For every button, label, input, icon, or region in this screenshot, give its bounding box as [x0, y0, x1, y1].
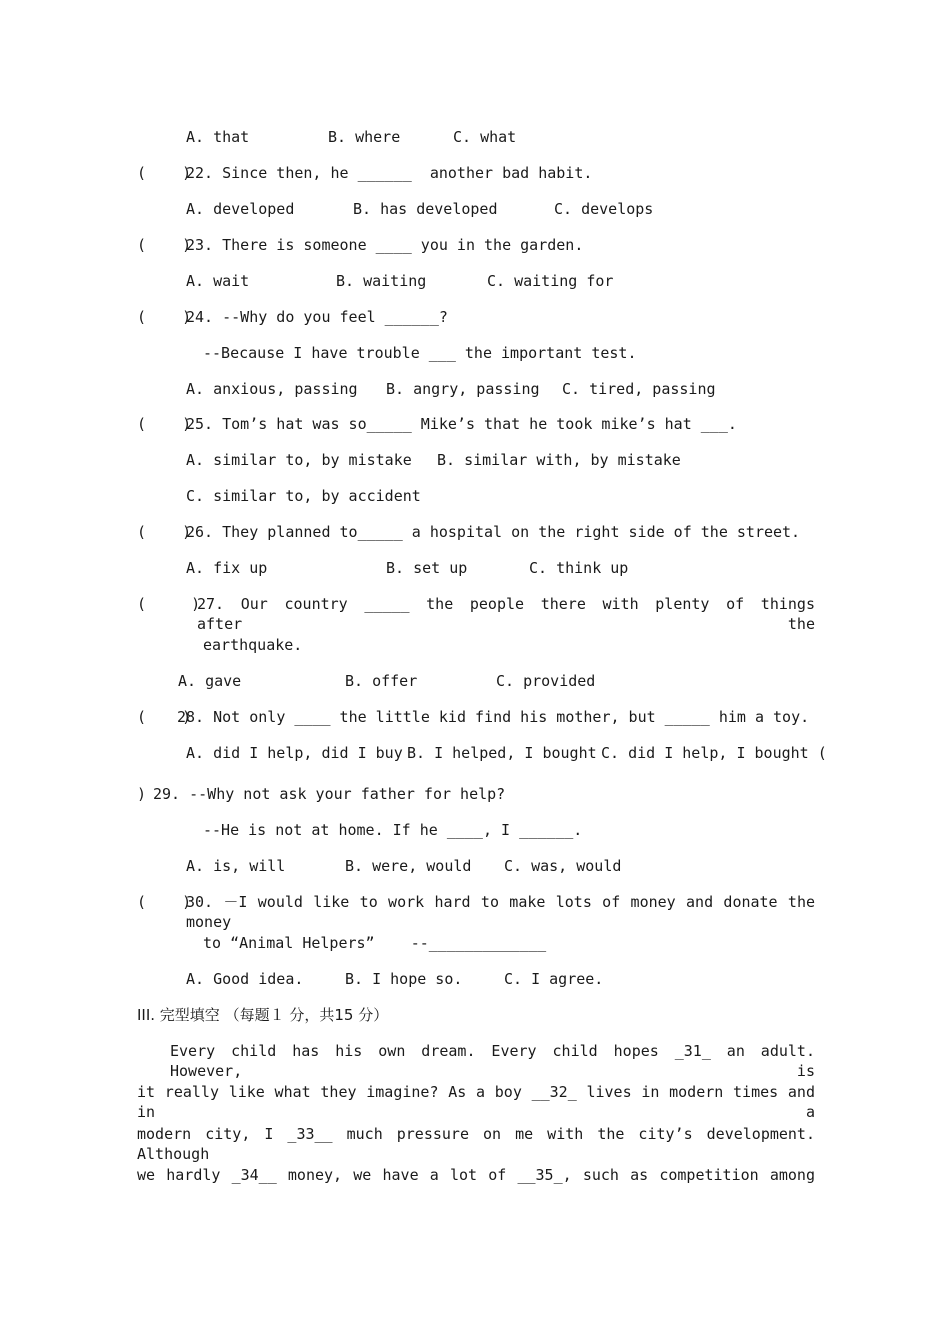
q25-answer-paren[interactable]: ( ) — [137, 415, 192, 433]
q28-option-a: A. did I help, did I buy — [186, 744, 403, 762]
q27-stem-continued: earthquake. — [203, 636, 303, 654]
q26-answer-paren[interactable]: ( ) — [137, 523, 192, 541]
q22-option-a: A. developed — [186, 200, 295, 218]
q29-stem-reply: --He is not at home. If he ____, I ______. — [203, 821, 583, 839]
q28-option-b: B. I helped, I bought — [407, 744, 597, 762]
q24-option-b: B. angry, passing — [386, 380, 540, 398]
q24-option-a: A. anxious, passing — [186, 380, 358, 398]
passage-line-4: we hardly _34__ money, we have a lot of __35_, such as competition among — [137, 1166, 815, 1184]
q22-answer-paren[interactable]: ( ) — [137, 164, 192, 182]
q21-option-a: A. that — [186, 128, 250, 146]
q30-option-b: B. I hope so. — [345, 970, 463, 988]
q28-answer-paren[interactable]: ( ) — [137, 708, 192, 726]
q25-option-a: A. similar to, by mistake — [186, 451, 412, 469]
q30-option-a: A. Good idea. — [186, 970, 304, 988]
q23-option-c: C. waiting for — [487, 272, 614, 290]
q25-option-c: C. similar to, by accident — [186, 487, 421, 505]
q28-option-c: C. did I help, I bought ( — [601, 744, 827, 762]
q30-stem-continued: to “Animal Helpers” --_____________ — [203, 934, 547, 952]
q24-stem: 24. --Why do you feel ______? — [186, 308, 448, 326]
passage-line-1: Every child has his own dream. Every child hopes _31_ an adult. However, is — [170, 1042, 815, 1080]
q23-answer-paren[interactable]: ( ) — [137, 236, 192, 254]
q29-option-c: C. was, would — [504, 857, 622, 875]
q26-option-a: A. fix up — [186, 559, 268, 577]
q26-option-b: B. set up — [386, 559, 468, 577]
q23-stem: 23. There is someone ____ you in the garden. — [186, 236, 584, 254]
q29-stem: 29. --Why not ask your father for help? — [153, 785, 506, 803]
q25-stem: 25. Tom’s hat was so_____ Mike’s that he took mike’s hat ___. — [186, 415, 737, 433]
passage-line-2: it really like what they imagine? As a boy __32_ lives in modern times and in a — [137, 1083, 815, 1121]
q29-answer-paren[interactable]: ) — [137, 785, 147, 803]
q22-stem: 22. Since then, he ______ another bad habit. — [186, 164, 593, 182]
q30-answer-paren[interactable]: ( ) — [137, 893, 192, 911]
q25-option-b: B. similar with, by mistake — [437, 451, 681, 469]
q27-option-b: B. offer — [345, 672, 418, 690]
q22-option-b: B. has developed — [353, 200, 498, 218]
q29-option-a: A. is, will — [186, 857, 286, 875]
q27-option-a: A. gave — [178, 672, 242, 690]
q26-stem: 26. They planned to_____ a hospital on the right side of the street. — [186, 523, 801, 541]
q27-answer-paren[interactable]: ( ) — [137, 595, 201, 613]
q26-option-c: C. think up — [529, 559, 629, 577]
q27-option-c: C. provided — [496, 672, 596, 690]
q23-option-b: B. waiting — [336, 272, 427, 290]
q29-option-b: B. were, would — [345, 857, 472, 875]
q23-option-a: A. wait — [186, 272, 250, 290]
q28-stem: 28. Not only ____ the little kid find his mother, but _____ him a toy. — [177, 708, 810, 726]
q21-option-b: B. where — [328, 128, 401, 146]
q27-stem: 27. Our country _____ the people there with plenty of things after the — [197, 595, 815, 633]
q30-option-c: C. I agree. — [504, 970, 604, 988]
q24-stem-reply: --Because I have trouble ___ the important test. — [203, 344, 637, 362]
q21-option-c: C. what — [453, 128, 517, 146]
passage-line-3: modern city, I _33__ much pressure on me with the city’s development. Although — [137, 1125, 815, 1163]
q30-stem: 30. －I would like to work hard to make lots of money and donate the money — [186, 893, 815, 931]
q24-option-c: C. tired, passing — [562, 380, 716, 398]
q22-option-c: C. develops — [554, 200, 654, 218]
q24-answer-paren[interactable]: ( ) — [137, 308, 192, 326]
section-heading-cloze: III. 完型填空 （每题１ 分，共15 分） — [137, 1006, 389, 1024]
